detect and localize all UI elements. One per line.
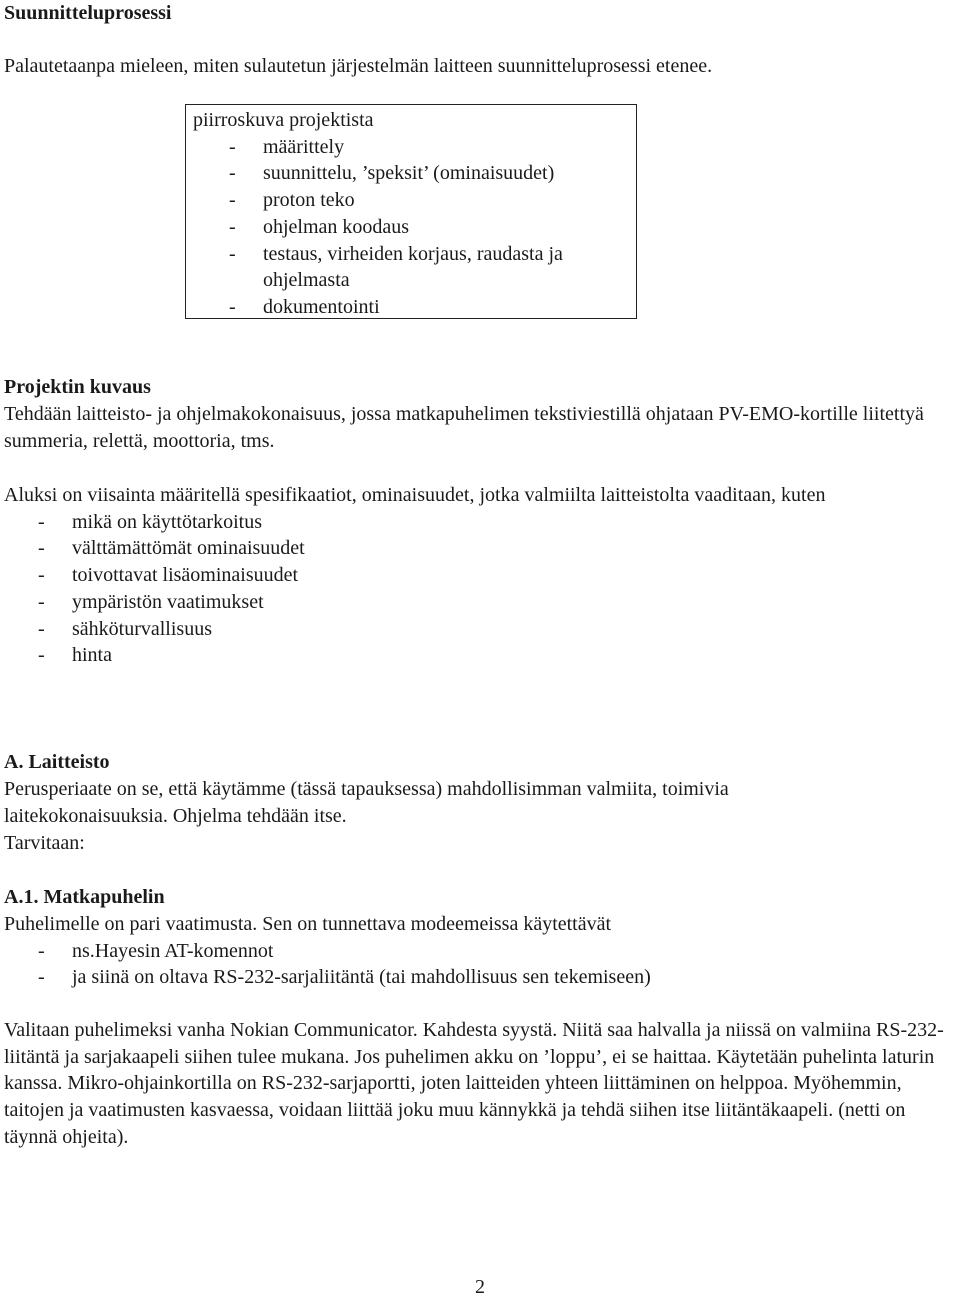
list-item: - testaus, virheiden korjaus, raudasta ja ohjelmasta bbox=[229, 242, 563, 292]
page-number: 2 bbox=[475, 1276, 485, 1298]
list-item: - suunnittelu, ’speksit’ (ominaisuudet) bbox=[229, 162, 555, 185]
list-item: - välttämättömät ominaisuudet bbox=[38, 537, 305, 560]
phone-section bbox=[4, 911, 954, 991]
project-paragraph: Tehdään laitteisto- ja ohjelmakokonaisuus, jossa matkapuhelimen tekstiviestillä ohjataan PV-EMO-kortille liitettyä summeria, relettä, moottoria, tms. bbox=[4, 403, 924, 452]
list-item: - ns.Hayesin AT-komennot bbox=[38, 939, 274, 962]
hardware-heading: A. Laitteisto bbox=[4, 751, 110, 773]
page-title: Suunnitteluprosessi bbox=[4, 2, 172, 24]
list-item: - sähköturvallisuus bbox=[38, 617, 212, 640]
process-box bbox=[185, 104, 637, 319]
list-item: - toivottavat lisäominaisuudet bbox=[38, 564, 299, 587]
list-item: - ympäristön vaatimukset bbox=[38, 590, 264, 613]
hardware-paragraph: Perusperiaate on se, että käytämme (tässä tapauksessa) mahdollisimman valmiita, toimivia laitekokonaisuuksia. Ohjelma tehdään itse. bbox=[4, 778, 729, 827]
needed-label: Tarvitaan: bbox=[4, 832, 85, 854]
specs-section bbox=[4, 482, 960, 669]
specs-list bbox=[4, 509, 960, 669]
list-item: - hinta bbox=[38, 644, 112, 667]
phone-choice-paragraph: Valitaan puhelimeksi vanha Nokian Communicator. Kahdesta syystä. Niitä saa halvalla ja niissä on valmiina RS-232-liitäntä ja sarjakaapeli siihen tulee mukana. Jos puhelimen akku on ’loppu’, ei se haittaa. Käytetään puhelinta laturin kanssa. Mikro-ohjainkortilla on RS-232-sarjaportti, joten laitteiden yhteen liittäminen on helppoa. Myöhemmin, taitojen ja vaatimusten kasvaessa, voidaan liittää joku muu kännykkä ja tehdä siihen itse liitäntäkaapeli. (netti on täynnä ohjeita). bbox=[4, 1019, 944, 1148]
list-item: - määrittely bbox=[229, 135, 345, 158]
list-item: - ohjelman koodaus bbox=[229, 215, 410, 238]
process-list bbox=[193, 134, 636, 321]
specs-paragraph: Aluksi on viisainta määritellä spesifikaatiot, ominaisuudet, jotka valmiilta laitteistolta vaaditaan, kuten bbox=[4, 484, 826, 506]
list-item: - ja siinä on oltava RS-232-sarjaliitäntä (tai mahdollisuus sen tekemiseen) bbox=[38, 966, 651, 989]
list-item: - dokumentointi bbox=[229, 295, 380, 318]
process-box-heading: piirroskuva projektista bbox=[193, 109, 374, 131]
phone-heading: A.1. Matkapuhelin bbox=[4, 886, 165, 908]
phone-paragraph: Puhelimelle on pari vaatimusta. Sen on tunnettava modeemeissa käytettävät bbox=[4, 913, 612, 935]
phone-requirements-list bbox=[4, 938, 954, 991]
list-item: - proton teko bbox=[229, 189, 355, 212]
list-item: - mikä on käyttötarkoitus bbox=[38, 510, 262, 533]
intro-paragraph: Palautetaanpa mieleen, miten sulautetun järjestelmän laitteen suunnitteluprosessi etenee. bbox=[4, 55, 713, 77]
project-heading: Projektin kuvaus bbox=[4, 376, 151, 398]
